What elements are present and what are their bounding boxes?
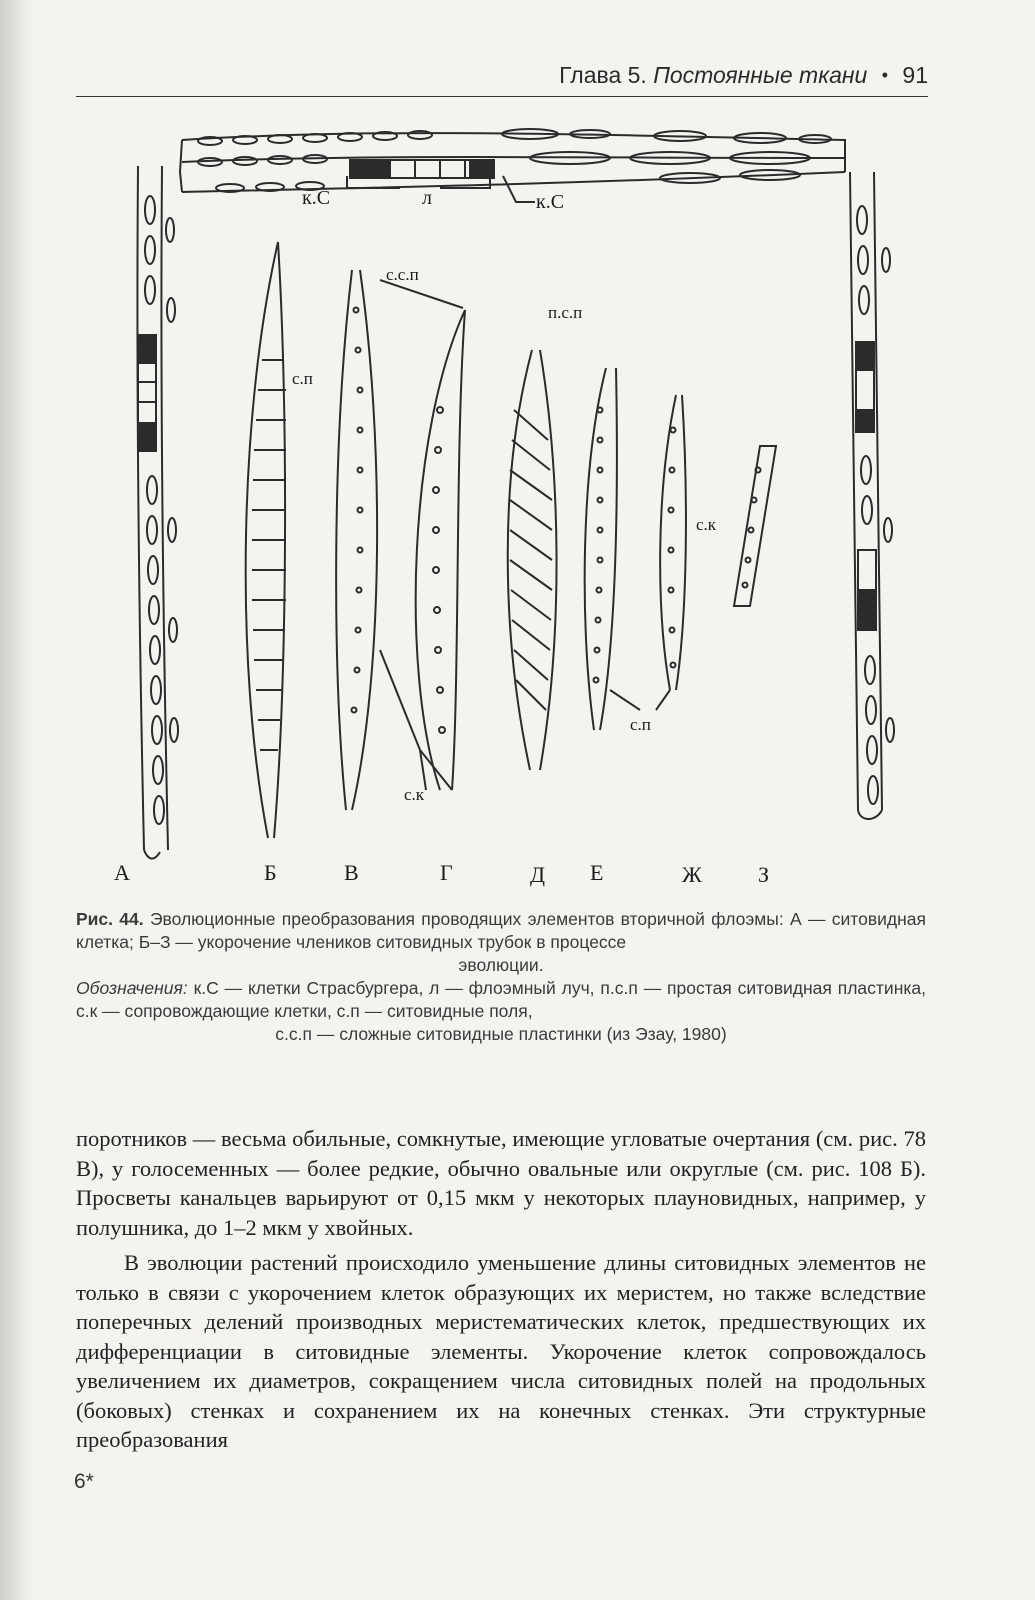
panel-letter-Zh: Ж [682,862,702,887]
figure-number: Рис. 44. [76,909,144,929]
horizontal-sieve-cell [180,129,845,192]
panel-letter-A: А [114,860,130,885]
notes-text-end: с.с.п — сложные ситовидные пластинки (из Эзау, 1980) [275,1024,727,1044]
running-header [76,62,928,97]
label-sk-zh: с.к [696,515,717,534]
signature-mark: 6* [74,1470,94,1493]
cell-Z-right-strand [850,172,894,819]
cell-V [336,270,377,810]
panel-letter-D: Д [530,862,546,887]
label-l: л [422,187,432,209]
caption-notes [76,977,926,1023]
caption-main [76,908,926,954]
cell-Zh [660,395,686,690]
caption-text: Эволюционные преобразования проводящих элементов вторичной флоэмы: А — ситовидная клетка; Б–З — укорочение члеников ситовидных трубок в процессе [76,909,926,952]
cell-G [380,280,465,790]
page-number: 91 [902,62,928,88]
chapter-title: Постоянные ткани [653,62,868,88]
panel-letter-B: Б [264,860,277,885]
chapter-number: Глава 5. [559,62,647,88]
phloem-ray-top [347,160,535,202]
cell-A-sieve-cell [137,166,178,859]
paragraph-1: поротников — весьма обильные, сомкнутые, имеющие угловатые очертания (см. рис. 78 В), у голосеменных — более редкие, обычно овальные или округлые (см. рис. 108 Б). Просветы канальцев варьируют от 0,15 мкм у некоторых плауновидных, например, у полушника, до 1–2 мкм у хвойных. [76,1126,926,1240]
header-bullet: • [881,65,889,85]
paragraph-2: В эволюции растений происходило уменьшение длины ситовидных элементов не только в связи с укорочением клеток образующих их меристем, но также вследствие поперечных делений производных меристематических клеток, предшествующих их дифференциации в ситовидные элементы. Укорочение клеток сопровождалось увеличением их диаметров, сокращением числа ситовидных полей на продольных (боковых) стенках и сохранением их на конечных стенках. Эти структурные преобразования [76,1250,926,1452]
panel-letter-E: Е [590,860,604,885]
notes-title: Обозначения: [76,978,188,998]
caption-text-end: эволюции. [458,955,544,975]
label-sp-b: с.п [292,369,313,388]
notes-text: к.С — клетки Страсбургера, л — флоэмный луч, п.с.п — простая ситовидная пластинка, с.к — сопровождающие клетки, с.п — ситовидные поля, [76,978,926,1021]
label-sk-g: с.к [404,785,425,804]
cell-B [246,242,286,838]
panel-letter-G: Г [440,860,453,885]
panel-letter-Z: З [758,862,770,887]
cell-Z [734,446,776,606]
label-ks-right: к.С [536,191,565,213]
label-sp-bottom: с.п [630,715,651,734]
label-psp: п.с.п [548,303,583,322]
book-spine-shadow [0,0,34,1600]
panel-letter-V: В [344,860,359,885]
body-text [76,1124,926,1455]
cell-E [585,368,617,730]
phloem-figure [70,110,970,900]
figure-caption [76,908,926,1046]
label-ks-left: к.С [302,187,331,209]
cell-D [508,350,557,770]
label-ssp: с.с.п [386,265,419,284]
